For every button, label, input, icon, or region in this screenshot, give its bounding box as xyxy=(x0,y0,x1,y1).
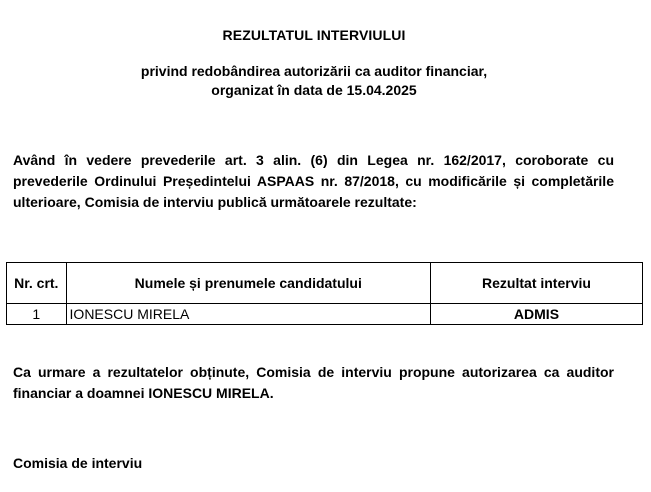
conclusion-paragraph: Ca urmare a rezultatelor obținute, Comisia de interviu propune autorizarea ca auditor financiar a doamnei IONESCU MIRELA. xyxy=(13,364,614,401)
header-nr: Nr. crt. xyxy=(7,263,67,304)
document-subtitle xyxy=(0,62,628,100)
intro-paragraph: Având în vedere prevederile art. 3 alin. (6) din Legea nr. 162/2017, coroborate cu prevederile Ordinului Președintelui ASPAAS nr. 87/2018, cu modificările și completările ulterioare, Comisia de interviu publică următoarele rezultate: xyxy=(13,152,614,210)
header-name: Numele și prenumele candidatului xyxy=(66,263,430,304)
table-row xyxy=(7,304,643,325)
row-name: IONESCU MIRELA xyxy=(66,304,430,325)
document-title: REZULTATUL INTERVIULUI xyxy=(222,27,406,43)
subtitle-line-2: organizat în data de 15.04.2025 xyxy=(211,82,417,98)
header-result: Rezultat interviu xyxy=(430,263,642,304)
row-result: ADMIS xyxy=(430,304,642,325)
row-nr: 1 xyxy=(7,304,67,325)
results-table xyxy=(6,262,643,325)
subtitle-line-1: privind redobândirea autorizării ca auditor financiar, xyxy=(140,63,488,79)
committee-label: Comisia de interviu xyxy=(13,455,143,471)
table-header-row xyxy=(7,263,643,304)
